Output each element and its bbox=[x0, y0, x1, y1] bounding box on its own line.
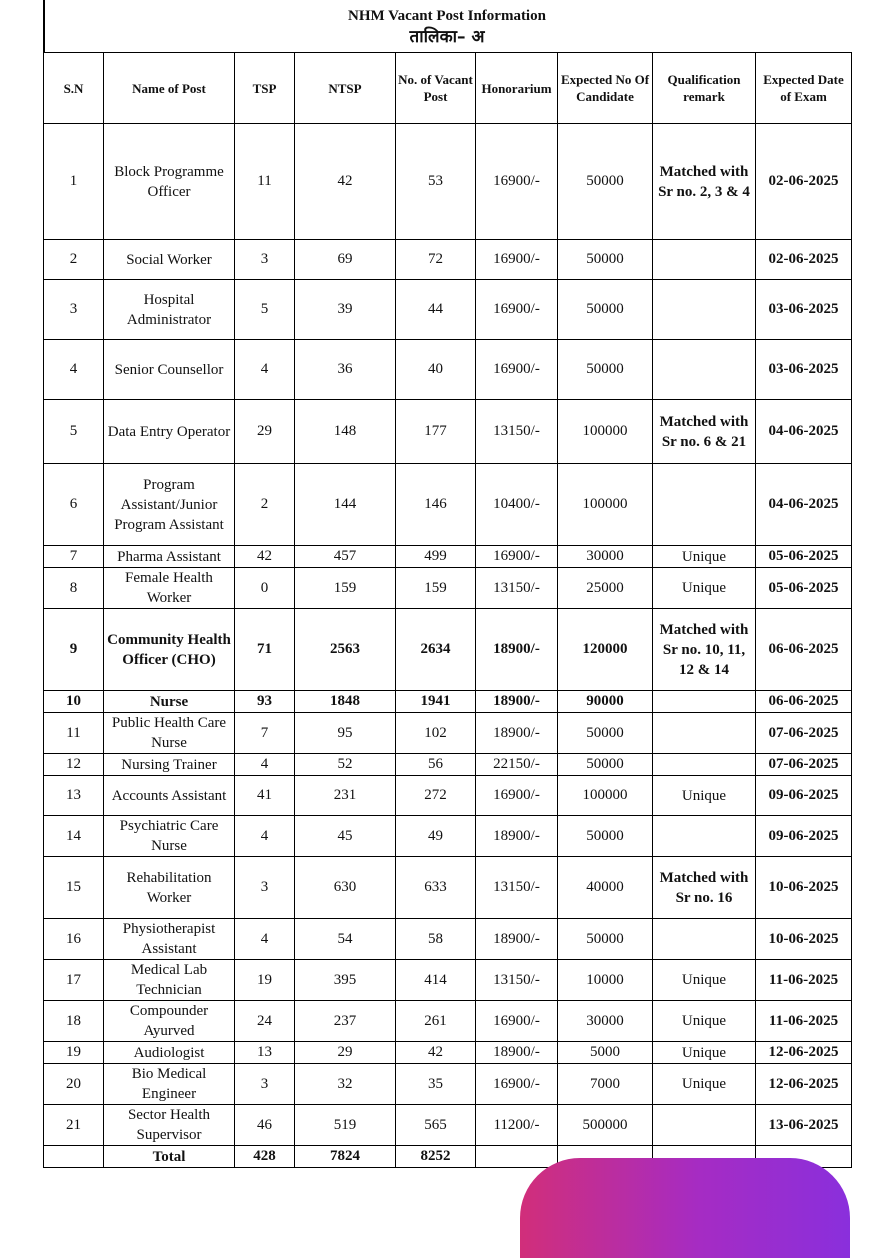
vacancy-table bbox=[43, 52, 852, 1168]
ntsp-cell: 231 bbox=[295, 776, 396, 816]
table-row bbox=[44, 816, 852, 857]
exam-date-cell: 03-06-2025 bbox=[756, 280, 852, 340]
sn-cell: 2 bbox=[44, 240, 104, 280]
remark-header: Qualification remark bbox=[653, 53, 756, 124]
remark-cell: Unique bbox=[653, 1064, 756, 1105]
vacant-cell: 633 bbox=[396, 857, 476, 919]
candidates-cell: 50000 bbox=[558, 816, 653, 857]
candidates-cell: 100000 bbox=[558, 464, 653, 546]
ntsp-cell: 36 bbox=[295, 340, 396, 400]
remark-cell bbox=[653, 280, 756, 340]
remark-cell: Unique bbox=[653, 1001, 756, 1042]
post-name-cell: Physiotherapist Assistant bbox=[104, 919, 235, 960]
post-name-cell: Sector Health Supervisor bbox=[104, 1105, 235, 1146]
sn-cell: 15 bbox=[44, 857, 104, 919]
post-name-cell: Compounder Ayurved bbox=[104, 1001, 235, 1042]
vacant-cell: 35 bbox=[396, 1064, 476, 1105]
tsp-cell: 4 bbox=[235, 816, 295, 857]
vacant-cell: 261 bbox=[396, 1001, 476, 1042]
tsp-header: TSP bbox=[235, 53, 295, 124]
sn-cell: 3 bbox=[44, 280, 104, 340]
vacant-cell: 159 bbox=[396, 568, 476, 609]
candidates-cell: 100000 bbox=[558, 400, 653, 464]
sn-header: S.N bbox=[44, 53, 104, 124]
table-row bbox=[44, 754, 852, 776]
tsp-cell: 4 bbox=[235, 919, 295, 960]
remark-cell: Matched with Sr no. 16 bbox=[653, 857, 756, 919]
table-row bbox=[44, 240, 852, 280]
post-name-cell: Social Worker bbox=[104, 240, 235, 280]
tsp-cell: 19 bbox=[235, 960, 295, 1001]
ntsp-header: NTSP bbox=[295, 53, 396, 124]
honorarium-cell: 13150/- bbox=[476, 960, 558, 1001]
table-row bbox=[44, 400, 852, 464]
exam-date-cell: 04-06-2025 bbox=[756, 464, 852, 546]
table-body bbox=[44, 124, 852, 1168]
sn-cell: 4 bbox=[44, 340, 104, 400]
table-row bbox=[44, 919, 852, 960]
ntsp-cell: 630 bbox=[295, 857, 396, 919]
ntsp-cell: 45 bbox=[295, 816, 396, 857]
exam-date-cell: 02-06-2025 bbox=[756, 124, 852, 240]
remark-cell bbox=[653, 464, 756, 546]
remark-cell bbox=[653, 816, 756, 857]
exam-date-cell: 09-06-2025 bbox=[756, 776, 852, 816]
table-row bbox=[44, 546, 852, 568]
vacant-cell: 49 bbox=[396, 816, 476, 857]
vacant-cell: 58 bbox=[396, 919, 476, 960]
tsp-cell: 3 bbox=[235, 240, 295, 280]
ntsp-cell: 2563 bbox=[295, 609, 396, 691]
vacant-cell: 499 bbox=[396, 546, 476, 568]
ntsp-cell: 54 bbox=[295, 919, 396, 960]
post-name-cell: Female Health Worker bbox=[104, 568, 235, 609]
honorarium-cell: 16900/- bbox=[476, 124, 558, 240]
tsp-cell: 7 bbox=[235, 713, 295, 754]
honorarium-cell: 18900/- bbox=[476, 919, 558, 960]
page-title: NHM Vacant Post Information bbox=[348, 8, 546, 24]
candidates-cell: 50000 bbox=[558, 280, 653, 340]
vacant-cell: 42 bbox=[396, 1042, 476, 1064]
table-row bbox=[44, 124, 852, 240]
sn-cell: 13 bbox=[44, 776, 104, 816]
exam-date-cell: 11-06-2025 bbox=[756, 960, 852, 1001]
sn-cell: 18 bbox=[44, 1001, 104, 1042]
exam-date-cell: 06-06-2025 bbox=[756, 691, 852, 713]
honorarium-cell: 16900/- bbox=[476, 340, 558, 400]
candidates-cell: 90000 bbox=[558, 691, 653, 713]
tsp-cell: 46 bbox=[235, 1105, 295, 1146]
remark-cell bbox=[653, 240, 756, 280]
table-row bbox=[44, 960, 852, 1001]
remark-cell: Unique bbox=[653, 568, 756, 609]
table-row bbox=[44, 568, 852, 609]
post-name-cell: Senior Counsellor bbox=[104, 340, 235, 400]
sn-cell: 17 bbox=[44, 960, 104, 1001]
candidates-cell: 50000 bbox=[558, 754, 653, 776]
honorarium-cell: 13150/- bbox=[476, 857, 558, 919]
table-row bbox=[44, 1001, 852, 1042]
ntsp-cell: 1848 bbox=[295, 691, 396, 713]
ntsp-cell: 42 bbox=[295, 124, 396, 240]
sn-cell: 1 bbox=[44, 124, 104, 240]
ntsp-cell: 457 bbox=[295, 546, 396, 568]
table-row bbox=[44, 1042, 852, 1064]
exam-date-cell: 10-06-2025 bbox=[756, 919, 852, 960]
honorarium-cell: 18900/- bbox=[476, 1042, 558, 1064]
exam-date-cell: 07-06-2025 bbox=[756, 713, 852, 754]
sn-cell: 7 bbox=[44, 546, 104, 568]
exam-date-cell: 05-06-2025 bbox=[756, 568, 852, 609]
post-name-cell: Rehabilitation Worker bbox=[104, 857, 235, 919]
ntsp-cell: 52 bbox=[295, 754, 396, 776]
candidates-cell: 50000 bbox=[558, 340, 653, 400]
exam-date-cell: 11-06-2025 bbox=[756, 1001, 852, 1042]
total-ntsp: 7824 bbox=[295, 1146, 396, 1168]
ntsp-cell: 237 bbox=[295, 1001, 396, 1042]
remark-cell bbox=[653, 691, 756, 713]
tsp-cell: 3 bbox=[235, 1064, 295, 1105]
candidates-cell: 5000 bbox=[558, 1042, 653, 1064]
honorarium-cell: 18900/- bbox=[476, 691, 558, 713]
sn-cell: 20 bbox=[44, 1064, 104, 1105]
table-row bbox=[44, 691, 852, 713]
exam-date-cell: 10-06-2025 bbox=[756, 857, 852, 919]
total-label: Total bbox=[104, 1146, 235, 1168]
vacant-cell: 44 bbox=[396, 280, 476, 340]
table-row bbox=[44, 280, 852, 340]
vacant-cell: 414 bbox=[396, 960, 476, 1001]
honorarium-cell: 16900/- bbox=[476, 1064, 558, 1105]
post-name-cell: Block Programme Officer bbox=[104, 124, 235, 240]
honorarium-cell: 22150/- bbox=[476, 754, 558, 776]
tsp-cell: 29 bbox=[235, 400, 295, 464]
decorative-gradient-shape bbox=[520, 1158, 850, 1258]
total-empty-cell bbox=[44, 1146, 104, 1168]
tsp-cell: 2 bbox=[235, 464, 295, 546]
tsp-cell: 71 bbox=[235, 609, 295, 691]
vacant-cell: 53 bbox=[396, 124, 476, 240]
candidates-header: Expected No Of Candidate bbox=[558, 53, 653, 124]
tsp-cell: 13 bbox=[235, 1042, 295, 1064]
honorarium-cell: 16900/- bbox=[476, 1001, 558, 1042]
date-header: Expected Date of Exam bbox=[756, 53, 852, 124]
sn-cell: 14 bbox=[44, 816, 104, 857]
exam-date-cell: 12-06-2025 bbox=[756, 1042, 852, 1064]
tsp-cell: 24 bbox=[235, 1001, 295, 1042]
post-name-cell: Psychiatric Care Nurse bbox=[104, 816, 235, 857]
honorarium-cell: 18900/- bbox=[476, 816, 558, 857]
candidates-cell: 120000 bbox=[558, 609, 653, 691]
sn-cell: 9 bbox=[44, 609, 104, 691]
exam-date-cell: 06-06-2025 bbox=[756, 609, 852, 691]
total-vacant: 8252 bbox=[396, 1146, 476, 1168]
post-header: Name of Post bbox=[104, 53, 235, 124]
remark-cell: Matched with Sr no. 10, 11, 12 & 14 bbox=[653, 609, 756, 691]
exam-date-cell: 03-06-2025 bbox=[756, 340, 852, 400]
post-name-cell: Program Assistant/Junior Program Assistant bbox=[104, 464, 235, 546]
sn-cell: 21 bbox=[44, 1105, 104, 1146]
remark-cell: Unique bbox=[653, 1042, 756, 1064]
sn-cell: 10 bbox=[44, 691, 104, 713]
tsp-cell: 0 bbox=[235, 568, 295, 609]
candidates-cell: 50000 bbox=[558, 713, 653, 754]
sn-cell: 5 bbox=[44, 400, 104, 464]
table-row bbox=[44, 609, 852, 691]
honorarium-cell: 10400/- bbox=[476, 464, 558, 546]
exam-date-cell: 02-06-2025 bbox=[756, 240, 852, 280]
tsp-cell: 42 bbox=[235, 546, 295, 568]
remark-cell: Unique bbox=[653, 546, 756, 568]
sn-cell: 19 bbox=[44, 1042, 104, 1064]
candidates-cell: 30000 bbox=[558, 1001, 653, 1042]
honorarium-cell: 18900/- bbox=[476, 713, 558, 754]
vacant-cell: 1941 bbox=[396, 691, 476, 713]
vacant-cell: 177 bbox=[396, 400, 476, 464]
exam-date-cell: 05-06-2025 bbox=[756, 546, 852, 568]
table-row bbox=[44, 713, 852, 754]
ntsp-cell: 32 bbox=[295, 1064, 396, 1105]
table-row bbox=[44, 340, 852, 400]
candidates-cell: 10000 bbox=[558, 960, 653, 1001]
post-name-cell: Bio Medical Engineer bbox=[104, 1064, 235, 1105]
honorarium-cell: 13150/- bbox=[476, 568, 558, 609]
remark-cell bbox=[653, 1105, 756, 1146]
tsp-cell: 5 bbox=[235, 280, 295, 340]
vacant-cell: 272 bbox=[396, 776, 476, 816]
candidates-cell: 500000 bbox=[558, 1105, 653, 1146]
candidates-cell: 100000 bbox=[558, 776, 653, 816]
ntsp-cell: 144 bbox=[295, 464, 396, 546]
post-name-cell: Audiologist bbox=[104, 1042, 235, 1064]
vacant-cell: 2634 bbox=[396, 609, 476, 691]
candidates-cell: 25000 bbox=[558, 568, 653, 609]
vacant-cell: 102 bbox=[396, 713, 476, 754]
exam-date-cell: 12-06-2025 bbox=[756, 1064, 852, 1105]
honorarium-cell: 16900/- bbox=[476, 240, 558, 280]
ntsp-cell: 148 bbox=[295, 400, 396, 464]
candidates-cell: 50000 bbox=[558, 240, 653, 280]
remark-cell: Unique bbox=[653, 960, 756, 1001]
remark-cell bbox=[653, 754, 756, 776]
sn-cell: 16 bbox=[44, 919, 104, 960]
tsp-cell: 3 bbox=[235, 857, 295, 919]
table-row bbox=[44, 464, 852, 546]
ntsp-cell: 69 bbox=[295, 240, 396, 280]
remark-cell: Matched with Sr no. 6 & 21 bbox=[653, 400, 756, 464]
sn-cell: 12 bbox=[44, 754, 104, 776]
tsp-cell: 11 bbox=[235, 124, 295, 240]
title-block bbox=[44, 6, 850, 48]
tsp-cell: 41 bbox=[235, 776, 295, 816]
ntsp-cell: 29 bbox=[295, 1042, 396, 1064]
sn-cell: 11 bbox=[44, 713, 104, 754]
candidates-cell: 7000 bbox=[558, 1064, 653, 1105]
tsp-cell: 4 bbox=[235, 754, 295, 776]
honorarium-cell: 18900/- bbox=[476, 609, 558, 691]
vacant-cell: 72 bbox=[396, 240, 476, 280]
vacant-cell: 565 bbox=[396, 1105, 476, 1146]
tsp-cell: 4 bbox=[235, 340, 295, 400]
total-empty-cell bbox=[476, 1146, 558, 1168]
ntsp-cell: 39 bbox=[295, 280, 396, 340]
table-row bbox=[44, 776, 852, 816]
table-header-row bbox=[44, 53, 852, 124]
post-name-cell: Hospital Administrator bbox=[104, 280, 235, 340]
post-name-cell: Nursing Trainer bbox=[104, 754, 235, 776]
candidates-cell: 40000 bbox=[558, 857, 653, 919]
ntsp-cell: 95 bbox=[295, 713, 396, 754]
total-tsp: 428 bbox=[235, 1146, 295, 1168]
post-name-cell: Community Health Officer (CHO) bbox=[104, 609, 235, 691]
honorarium-cell: 16900/- bbox=[476, 776, 558, 816]
exam-date-cell: 04-06-2025 bbox=[756, 400, 852, 464]
exam-date-cell: 09-06-2025 bbox=[756, 816, 852, 857]
honorarium-cell: 16900/- bbox=[476, 546, 558, 568]
table-row bbox=[44, 857, 852, 919]
remark-cell bbox=[653, 919, 756, 960]
post-name-cell: Accounts Assistant bbox=[104, 776, 235, 816]
sn-cell: 8 bbox=[44, 568, 104, 609]
exam-date-cell: 13-06-2025 bbox=[756, 1105, 852, 1146]
exam-date-cell: 07-06-2025 bbox=[756, 754, 852, 776]
vacant-cell: 146 bbox=[396, 464, 476, 546]
vacant-header: No. of Vacant Post bbox=[396, 53, 476, 124]
candidates-cell: 50000 bbox=[558, 919, 653, 960]
table-subtitle: तालिका– अ bbox=[409, 27, 485, 47]
post-name-cell: Pharma Assistant bbox=[104, 546, 235, 568]
remark-cell: Matched with Sr no. 2, 3 & 4 bbox=[653, 124, 756, 240]
table-row bbox=[44, 1064, 852, 1105]
post-name-cell: Data Entry Operator bbox=[104, 400, 235, 464]
vacant-cell: 40 bbox=[396, 340, 476, 400]
ntsp-cell: 395 bbox=[295, 960, 396, 1001]
vacant-cell: 56 bbox=[396, 754, 476, 776]
candidates-cell: 30000 bbox=[558, 546, 653, 568]
honorarium-cell: 16900/- bbox=[476, 280, 558, 340]
post-name-cell: Medical Lab Technician bbox=[104, 960, 235, 1001]
post-name-cell: Nurse bbox=[104, 691, 235, 713]
sn-cell: 6 bbox=[44, 464, 104, 546]
post-name-cell: Public Health Care Nurse bbox=[104, 713, 235, 754]
table-row bbox=[44, 1105, 852, 1146]
remark-cell bbox=[653, 340, 756, 400]
ntsp-cell: 519 bbox=[295, 1105, 396, 1146]
tsp-cell: 93 bbox=[235, 691, 295, 713]
candidates-cell: 50000 bbox=[558, 124, 653, 240]
honorarium-header: Honorarium bbox=[476, 53, 558, 124]
honorarium-cell: 11200/- bbox=[476, 1105, 558, 1146]
ntsp-cell: 159 bbox=[295, 568, 396, 609]
remark-cell: Unique bbox=[653, 776, 756, 816]
honorarium-cell: 13150/- bbox=[476, 400, 558, 464]
remark-cell bbox=[653, 713, 756, 754]
